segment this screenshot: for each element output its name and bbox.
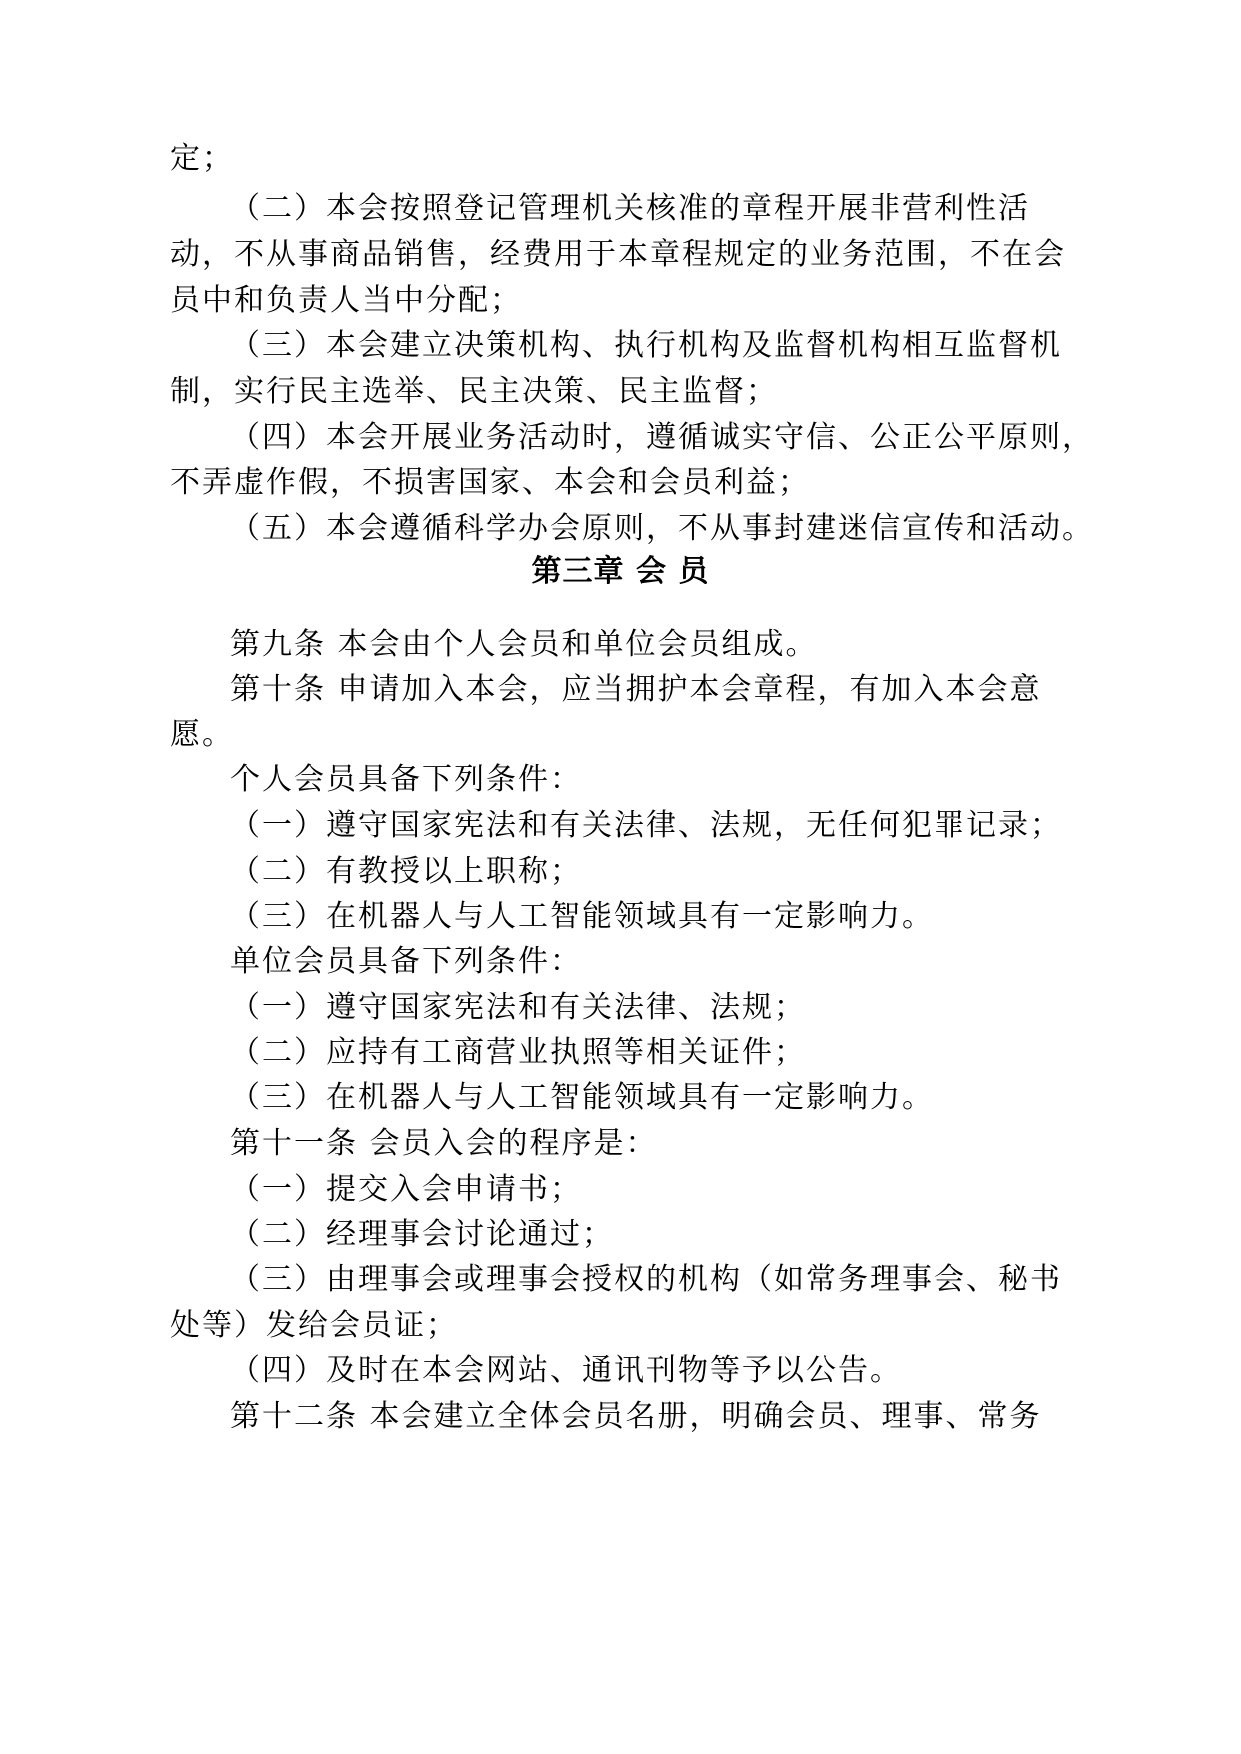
text-line: （四）本会开展业务活动时，遵循诚实守信、公正公平原则， [230, 420, 1094, 455]
text-line: 单位会员具备下列条件： [230, 944, 582, 979]
text-line: （二）本会按照登记管理机关核准的章程开展非营利性活 [230, 191, 1030, 226]
text-line: （三）由理事会或理事会授权的机构（如常务理事会、秘书 [230, 1262, 1062, 1297]
text-line: （一）遵守国家宪法和有关法律、法规； [230, 990, 806, 1025]
text-line: 动，不从事商品销售，经费用于本章程规定的业务范围，不在会 [170, 237, 1066, 272]
text-line: 定； [170, 141, 234, 176]
text-line: （三）本会建立决策机构、执行机构及监督机构相互监督机 [230, 328, 1062, 363]
text-line: 不弄虚作假，不损害国家、本会和会员利益； [170, 465, 810, 500]
text-line: 处等）发给会员证； [170, 1308, 458, 1343]
text-line: （二）有教授以上职称； [230, 854, 582, 889]
text-line: （三）在机器人与人工智能领域具有一定影响力。 [230, 899, 934, 934]
text-line: （一）遵守国家宪法和有关法律、法规，无任何犯罪记录； [230, 808, 1062, 843]
chapter-heading: 第三章 会 员 [531, 554, 710, 589]
text-line: （一）提交入会申请书； [230, 1172, 582, 1207]
text-line: （三）在机器人与人工智能领域具有一定影响力。 [230, 1080, 934, 1115]
text-line: （二）经理事会讨论通过； [230, 1217, 614, 1252]
text-line: 第九条 本会由个人会员和单位会员组成。 [230, 627, 818, 662]
text-line: （二）应持有工商营业执照等相关证件； [230, 1035, 806, 1070]
text-line: 个人会员具备下列条件： [230, 762, 582, 797]
text-line: 第十一条 会员入会的程序是： [230, 1126, 658, 1161]
text-line: 员中和负责人当中分配； [170, 283, 522, 318]
text-line: （五）本会遵循科学办会原则，不从事封建迷信宣传和活动。 [230, 511, 1094, 546]
text-line: 制，实行民主选举、民主决策、民主监督； [170, 374, 778, 409]
text-line: 第十条 申请加入本会，应当拥护本会章程，有加入本会意 [230, 672, 1042, 707]
text-line: 第十二条 本会建立全体会员名册，明确会员、理事、常务 [230, 1399, 1042, 1434]
text-line: （四）及时在本会网站、通讯刊物等予以公告。 [230, 1353, 902, 1388]
text-line: 愿。 [170, 717, 234, 752]
